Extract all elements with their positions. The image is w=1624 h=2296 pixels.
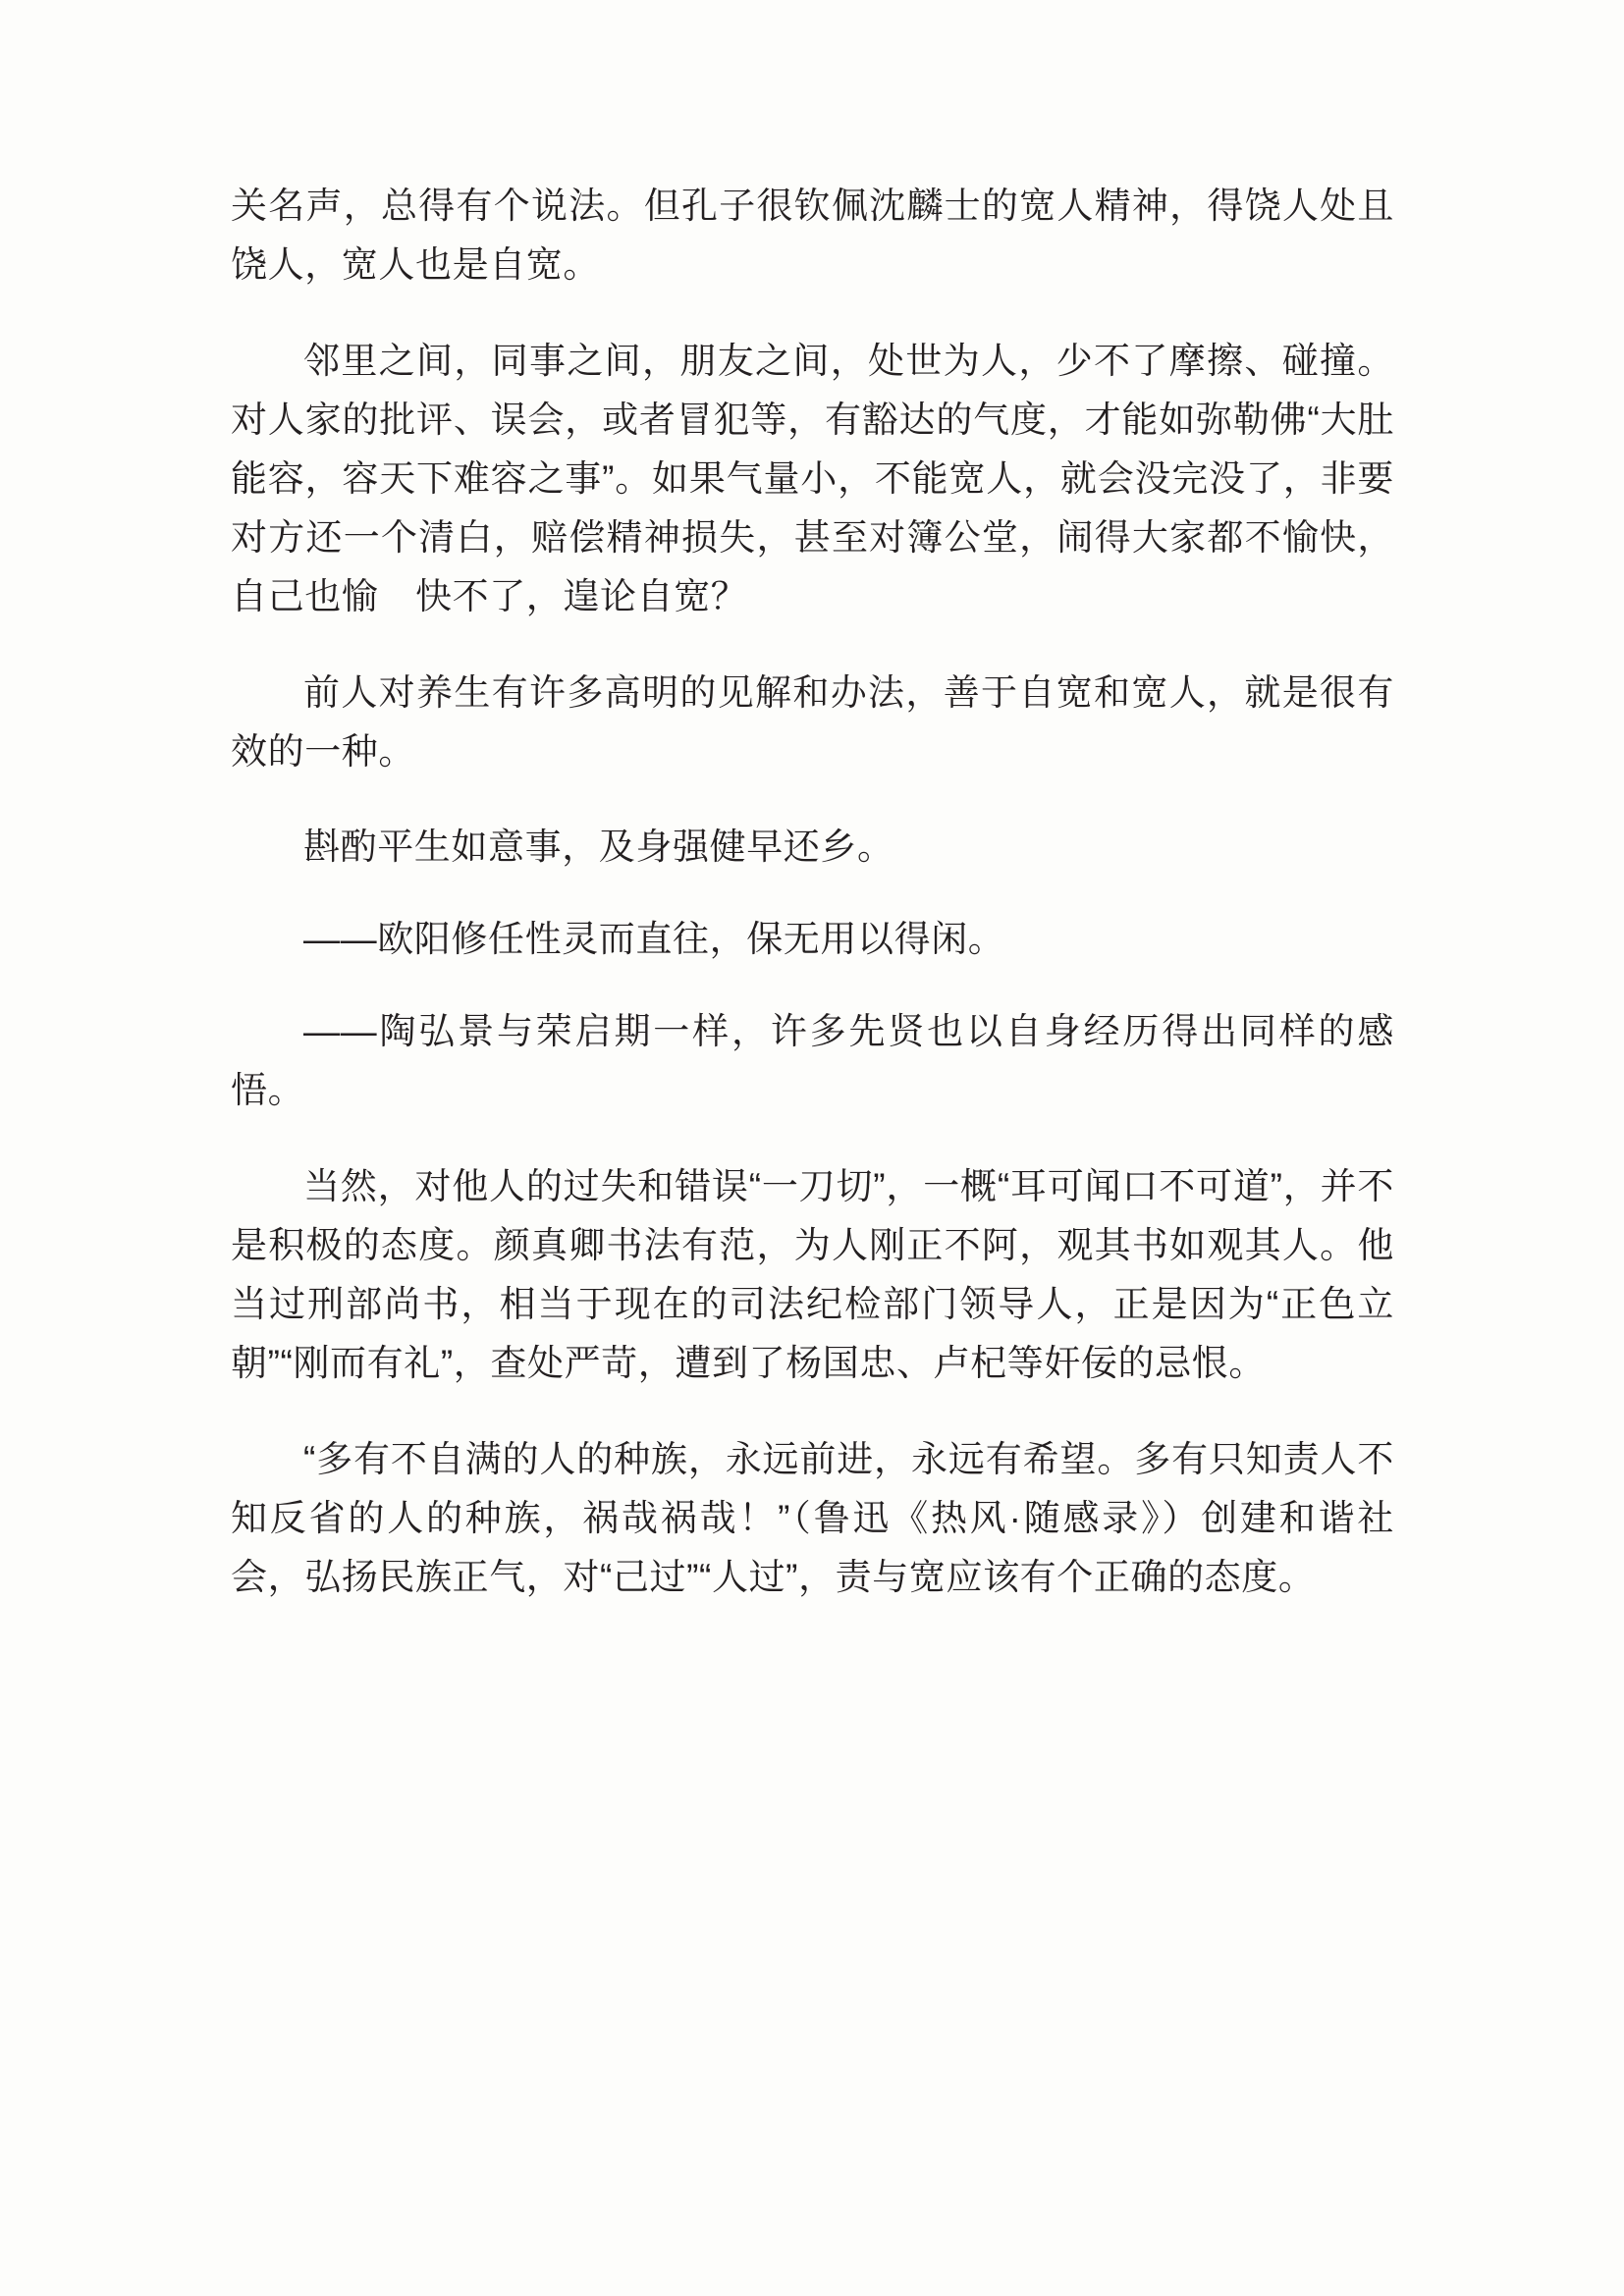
document-body [231,177,1394,1607]
paragraph: 邻里之间，同事之间，朋友之间，处世为人，少不了摩擦、碰撞。对人家的批评、误会，或者冒犯等，有豁达的气度，才能如弥勒佛“大肚能容，容天下难容之事”。如果气量小，不能宽人，就会没完没了，非要对方还一个清白，赔偿精神损失，甚至对簿公堂，闹得大家都不愉快，自己也愉 快不了，遑论自宽？ [231,340,1394,616]
paragraph: ——陶弘景与荣启期一样，许多先贤也以自身经历得出同样的感悟。 [231,1011,1394,1111]
paragraph: “多有不自满的人的种族，永远前进，永远有希望。多有只知责人不知反省的人的种族，祸哉祸哉！”（鲁迅《热风·随感录》）创建和谐社会，弘扬民族正气，对“己过”“人过”，责与宽应该有个正确的态度。 [231,1438,1394,1597]
paragraph: 当然，对他人的过失和错误“一刀切”，一概“耳可闻口不可道”，并不是积极的态度。颜真卿书法有范，为人刚正不阿，观其书如观其人。他当过刑部尚书，相当于现在的司法纪检部门领导人，正是因为“正色立朝”“刚而有礼”，查处严苛，遭到了杨国忠、卢杞等奸佞的忌恨。 [231,1166,1394,1383]
paragraph: 前人对养生有许多高明的见解和办法，善于自宽和宽人，就是很有效的一种。 [231,671,1394,772]
paragraph: ——欧阳修任性灵而直往，保无用以得闲。 [303,919,1005,960]
paragraph: 关名声，总得有个说法。但孔子很钦佩沈麟士的宽人精神，得饶人处且饶人，宽人也是自宽。 [231,186,1394,285]
paragraph: 斟酌平生如意事，及身强健早还乡。 [303,827,894,868]
